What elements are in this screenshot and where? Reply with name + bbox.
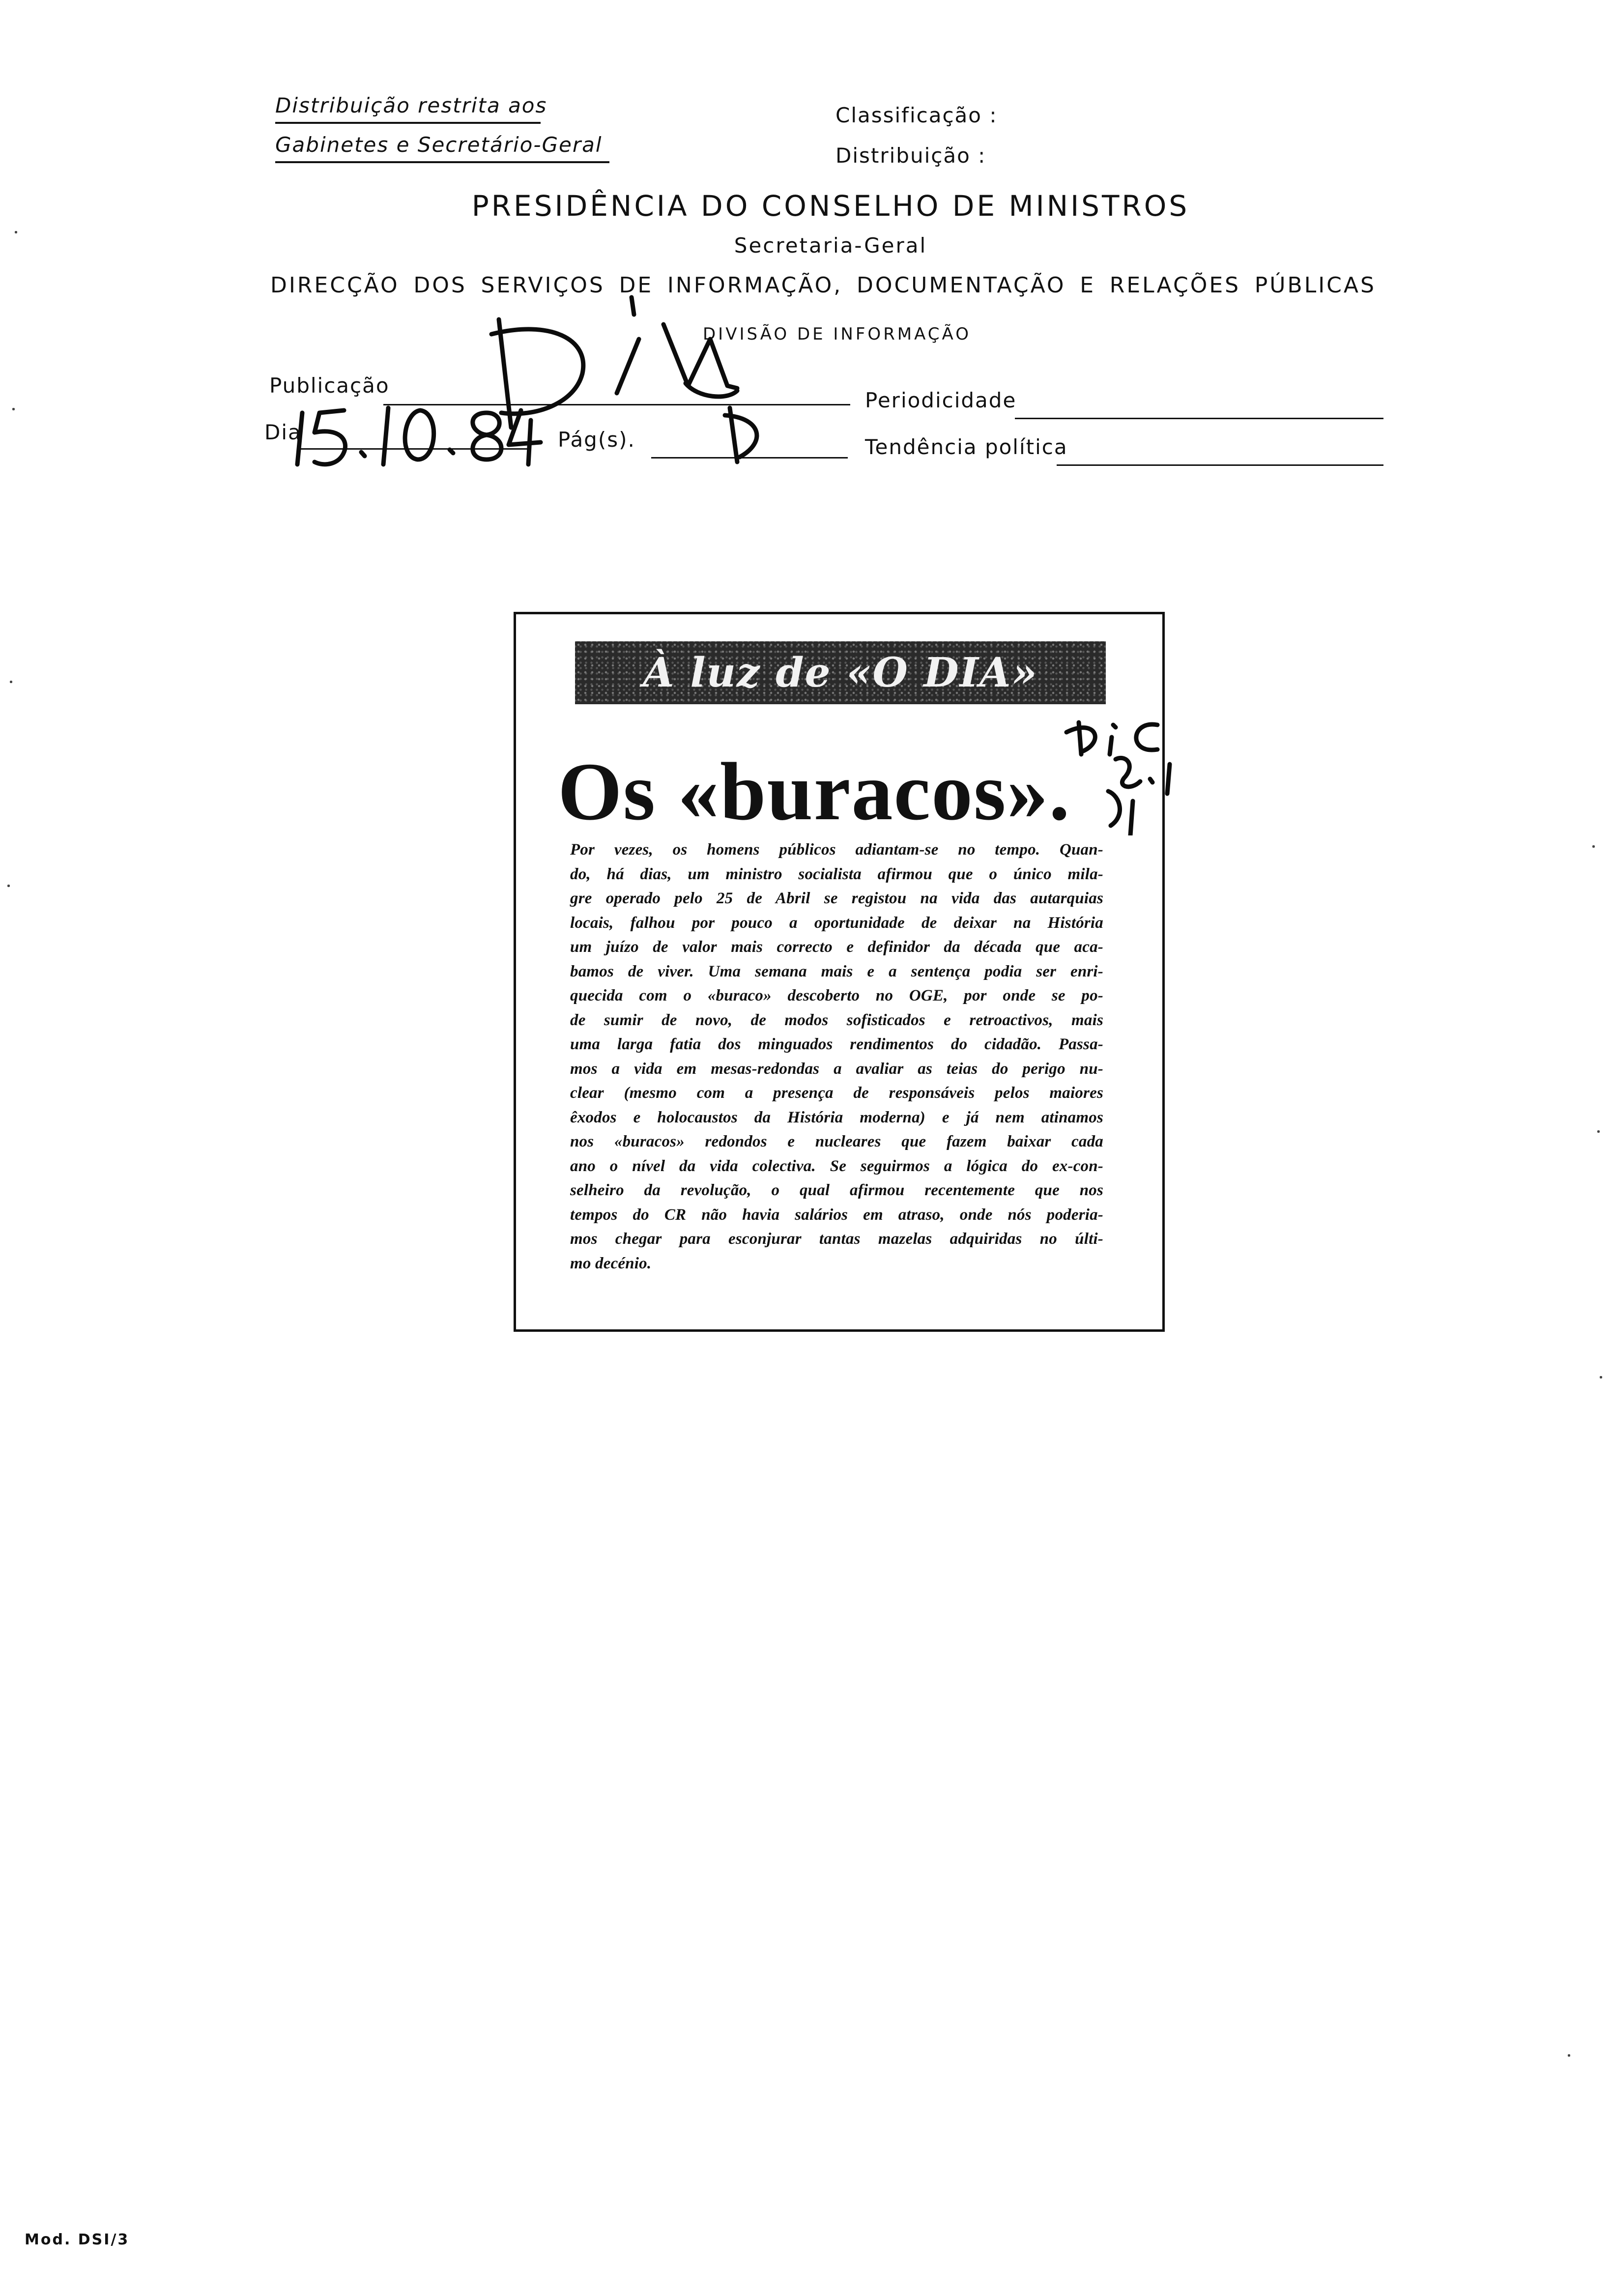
direction-word: DOCUMENTAÇÃO: [856, 273, 1066, 298]
newspaper-clipping: [514, 612, 1165, 1332]
article-headline: Os «buracos».: [558, 746, 1071, 837]
scan-speck: [15, 231, 17, 233]
day-label: Dia: [264, 420, 302, 444]
column-banner-text: À luz de «O DIA»: [643, 649, 1038, 696]
direction-word: SERVIÇOS: [481, 273, 605, 298]
direction-word: INFORMAÇÃO,: [667, 273, 843, 298]
classification-label: Classificação :: [835, 103, 998, 127]
article-line: selheiro da revolução, o qual afirmou recentemente que nos: [570, 1181, 1103, 1199]
direction-word: PÚBLICAS: [1254, 273, 1376, 298]
direction-word: DE: [619, 273, 654, 298]
article-line: bamos de viver. Uma semana mais e a sentença podia ser enri-: [570, 962, 1103, 980]
periodicity-label: Periodicidade: [865, 388, 1017, 412]
article-line: do, há dias, um ministro socialista afirmou que o único mila-: [570, 865, 1103, 883]
handwritten-publication-dn: [491, 297, 737, 428]
form-model-code: Mod. DSI/3: [25, 2231, 130, 2248]
article-line: nos «buracos» redondos e nucleares que fazem baixar cada: [570, 1133, 1103, 1150]
restriction-note-line1: Distribuição restrita aos: [275, 93, 547, 117]
scan-speck: [1597, 1130, 1600, 1133]
article-line: de sumir de novo, de modos sofisticados e retroactivos, mais: [570, 1011, 1103, 1029]
publication-label: Publicação: [269, 373, 390, 398]
article-line: tempos do CR não havia salários em atraso, onde nós poderia-: [570, 1205, 1103, 1224]
direction-word: E: [1080, 273, 1096, 298]
secretariat-title: Secretaria-Geral: [734, 233, 927, 258]
pages-label: Pág(s).: [558, 428, 635, 452]
presidency-title: PRESIDÊNCIA DO CONSELHO DE MINISTROS: [471, 189, 1190, 223]
article-body: [570, 838, 1103, 1276]
direction-word: DIRECÇÃO: [270, 273, 400, 298]
handwritten-date: [297, 408, 541, 464]
restriction-note-line2: Gabinetes e Secretário-Geral: [275, 133, 603, 157]
article-line: Por vezes, os homens públicos adiantam-se no tempo. Quan-: [570, 841, 1103, 859]
handwritten-pages-mark: [725, 408, 757, 462]
article-line: locais, falhou por pouco a oportunidade de deixar na História: [570, 914, 1103, 932]
direction-word: DOS: [413, 273, 467, 298]
article-line: êxodos e holocaustos da História moderna) e já nem atinamos: [570, 1108, 1103, 1126]
column-banner: [575, 641, 1106, 704]
article-line: mos chegar para esconjurar tantas mazelas adquiridas no últi-: [570, 1230, 1103, 1248]
scan-speck: [7, 885, 10, 887]
distribution-label: Distribuição :: [835, 144, 986, 168]
article-line: quecida com o «buraco» descoberto no OGE, por onde se po-: [570, 987, 1103, 1004]
article-line: gre operado pelo 25 de Abril se registou na vida das autarquias: [570, 890, 1103, 907]
article-line: um juízo de valor mais correcto e definidor da década que aca-: [570, 938, 1103, 956]
scan-speck: [1600, 1376, 1602, 1378]
article-line: clear (mesmo com a presença de responsáveis pelos maiores: [570, 1084, 1103, 1102]
article-line: uma larga fatia dos minguados rendimentos do cidadão. Passa-: [570, 1035, 1103, 1053]
scan-speck: [1592, 845, 1595, 848]
scan-speck: [10, 681, 12, 683]
political-tendency-label: Tendência política: [865, 435, 1068, 459]
article-line: ano o nível da vida colectiva. Se seguirmos a lógica do ex-con-: [570, 1157, 1103, 1175]
direction-word: RELAÇÕES: [1109, 273, 1241, 298]
article-line: mos a vida em mesas-redondas a avaliar as teias do perigo nu-: [570, 1060, 1103, 1078]
article-line: mo decénio.: [570, 1254, 652, 1272]
scan-speck: [1568, 2054, 1570, 2057]
scan-speck: [12, 408, 15, 410]
division-title: DIVISÃO DE INFORMAÇÃO: [703, 324, 971, 344]
